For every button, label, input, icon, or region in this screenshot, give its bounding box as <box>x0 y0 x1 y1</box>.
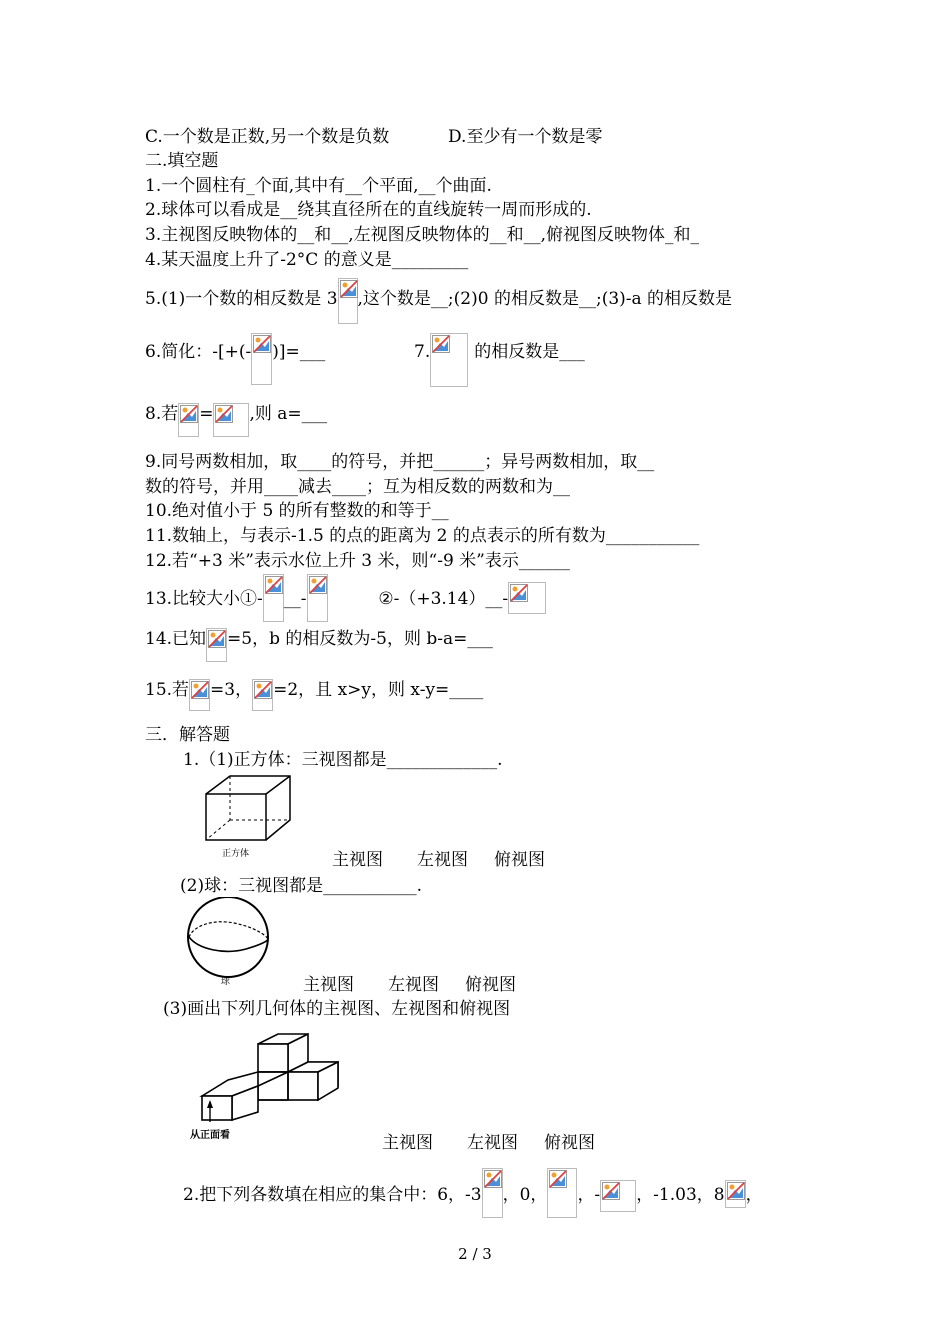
question-1: 1.一个圆柱有_个面,其中有__个平面,__个曲面. <box>145 176 492 196</box>
question-8: 8.若 = ,则 a=___ <box>145 403 327 439</box>
broken-image-icon <box>508 582 546 614</box>
page-number: 2 / 3 <box>458 1245 492 1263</box>
option-c: C.一个数是正数,另一个数是负数 <box>145 127 390 147</box>
answer-2-sets: 2.把下列各数填在相应的集合中：6，-3 ，0， ，- ，-1.03，8 ， <box>183 1168 763 1220</box>
broken-image-icon <box>547 1168 577 1218</box>
view-labels-2: 主视图 左视图 俯视图 <box>303 975 516 995</box>
question-10: 10.绝对值小于 5 的所有整数的和等于__ <box>145 501 449 521</box>
question-3: 3.主视图反映物体的__和__,左视图反映物体的__和__,俯视图反映物体_和_ <box>145 225 700 245</box>
question-14: 14.已知 =5，b 的相反数为-5，则 b-a=___ <box>145 628 493 664</box>
question-5: 5.(1)一个数的相反数是 3 ,这个数是__;(2)0 的相反数是__;(3)-a 的相反数是 <box>145 278 732 324</box>
option-line <box>145 126 602 148</box>
broken-image-icon <box>600 1180 636 1212</box>
sphere-caption: 球 <box>221 977 231 987</box>
question-11: 11.数轴上，与表示-1.5 的点的距离为 2 的点表示的所有数为___________ <box>145 526 700 546</box>
cube-caption: 正方体 <box>222 849 250 859</box>
broken-image-icon <box>206 628 227 662</box>
solid-caption: 从正面看 <box>190 1130 230 1141</box>
section-heading-fill: 二.填空题 <box>145 151 219 171</box>
answer-1-cube: 1.（1)正方体：三视图都是_____________. <box>183 750 503 770</box>
view-labels-1: 主视图 左视图 俯视图 <box>332 850 545 870</box>
broken-image-icon <box>307 574 328 622</box>
question-2: 2.球体可以看成是__绕其直径所在的直线旋转一周而形成的. <box>145 200 592 220</box>
question-12: 12.若“+3 米”表示水位上升 3 米，则“-9 米”表示______ <box>145 551 570 571</box>
option-d: D.至少有一个数是零 <box>448 127 603 147</box>
section-heading-answer: 三．解答题 <box>145 725 230 745</box>
broken-image-icon <box>178 403 199 437</box>
broken-image-icon <box>725 1180 746 1208</box>
broken-image-icon <box>263 574 284 622</box>
cube-figure <box>196 772 292 860</box>
question-9-line-2: 数的符号，并用____减去____；互为相反数的两数和为__ <box>145 477 570 497</box>
broken-image-icon <box>189 679 210 711</box>
broken-image-icon <box>430 333 468 387</box>
question-15: 15.若 =3， =2，且 x>y，则 x-y=____ <box>145 679 483 713</box>
view-labels-3: 主视图 左视图 俯视图 <box>382 1133 595 1153</box>
sphere-figure <box>184 897 276 987</box>
solid-figure <box>188 1030 353 1142</box>
answer-2-sphere: (2)球：三视图都是___________. <box>180 876 422 896</box>
broken-image-icon <box>213 403 249 437</box>
question-9-line-1: 9.同号两数相加，取____的符号，并把______；异号两数相加，取__ <box>145 452 655 472</box>
broken-image-icon <box>338 278 358 324</box>
broken-image-icon <box>251 333 272 385</box>
answer-3-solid: (3)画出下列几何体的主视图、左视图和俯视图 <box>163 999 511 1019</box>
question-6-7: 6.简化：-[+(- )]=___ 7. 的相反数是___ <box>145 333 585 387</box>
question-4: 4.某天温度上升了-2°C 的意义是_________ <box>145 250 469 270</box>
broken-image-icon <box>252 679 273 711</box>
broken-image-icon <box>482 1168 503 1218</box>
question-13: 13.比较大小①- __- ②-（+3.14）__- <box>145 574 546 622</box>
